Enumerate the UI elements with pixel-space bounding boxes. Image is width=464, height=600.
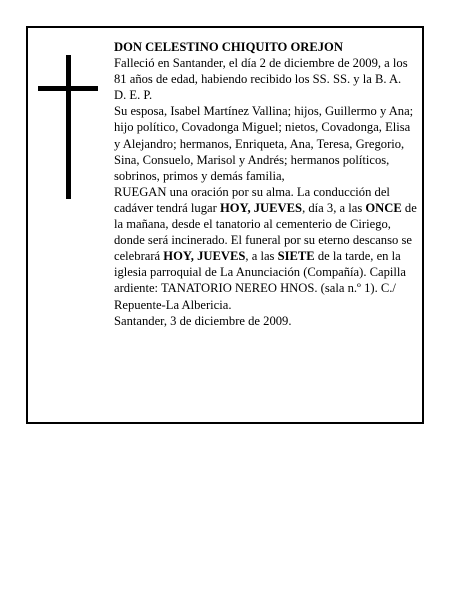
- request-text-5: de la tarde, en la iglesia parroquial de La Anunciación (Compañía). Capilla ardiente: TANATORIO NEREO HNOS. (sala n.º 1). C./ Repuente-La Albericia.: [114, 249, 407, 312]
- death-info: Falleció en Santander, el día 2 de diciembre de 2009, a los 81 años de edad, habiendo recibido los SS. SS. y la B. A.: [114, 56, 408, 87]
- place-date: Santander, 3 de diciembre de 2009.: [114, 313, 292, 328]
- funeral-day-1: HOY, JUEVES: [219, 200, 303, 215]
- funeral-day-2: HOY, JUEVES: [163, 249, 246, 264]
- notice-body: [114, 39, 419, 329]
- funeral-time-1: ONCE: [365, 200, 402, 215]
- request-text-1: RUEGAN una oración por su alma. La conducción del cadáver tendrá lugar: [114, 184, 390, 215]
- family-list: Su esposa, Isabel Martínez Vallina; hijos, Guillermo y Ana; hijo político, Covadonga Miguel; nietos, Covadonga, Elisa y Alejandro; hermanos, Enriqueta, Ana, Teresa, Gregorio, Sina, Consuelo, Marisol y Andrés; hermanos políticos, sobrinos, primos y demás familia,: [114, 104, 414, 183]
- dep-abbreviation: D. E. P.: [114, 88, 153, 103]
- cross-icon: [38, 55, 98, 199]
- cross-vertical-bar: [66, 55, 71, 199]
- funeral-time-2: SIETE: [277, 249, 315, 264]
- request-paragraph: [114, 184, 419, 313]
- request-text-2: , día 3, a las: [302, 200, 366, 215]
- obituary-notice: [26, 26, 424, 424]
- request-text-4: , a las: [245, 249, 278, 264]
- request-text-3: de la mañana, desde el tanatorio al cementerio de Ciriego, donde será incinerado. El funeral por su eterno descanso se celebrará: [114, 200, 417, 264]
- deceased-name: DON CELESTINO CHIQUITO OREJON: [114, 40, 343, 54]
- cross-horizontal-bar: [38, 86, 98, 91]
